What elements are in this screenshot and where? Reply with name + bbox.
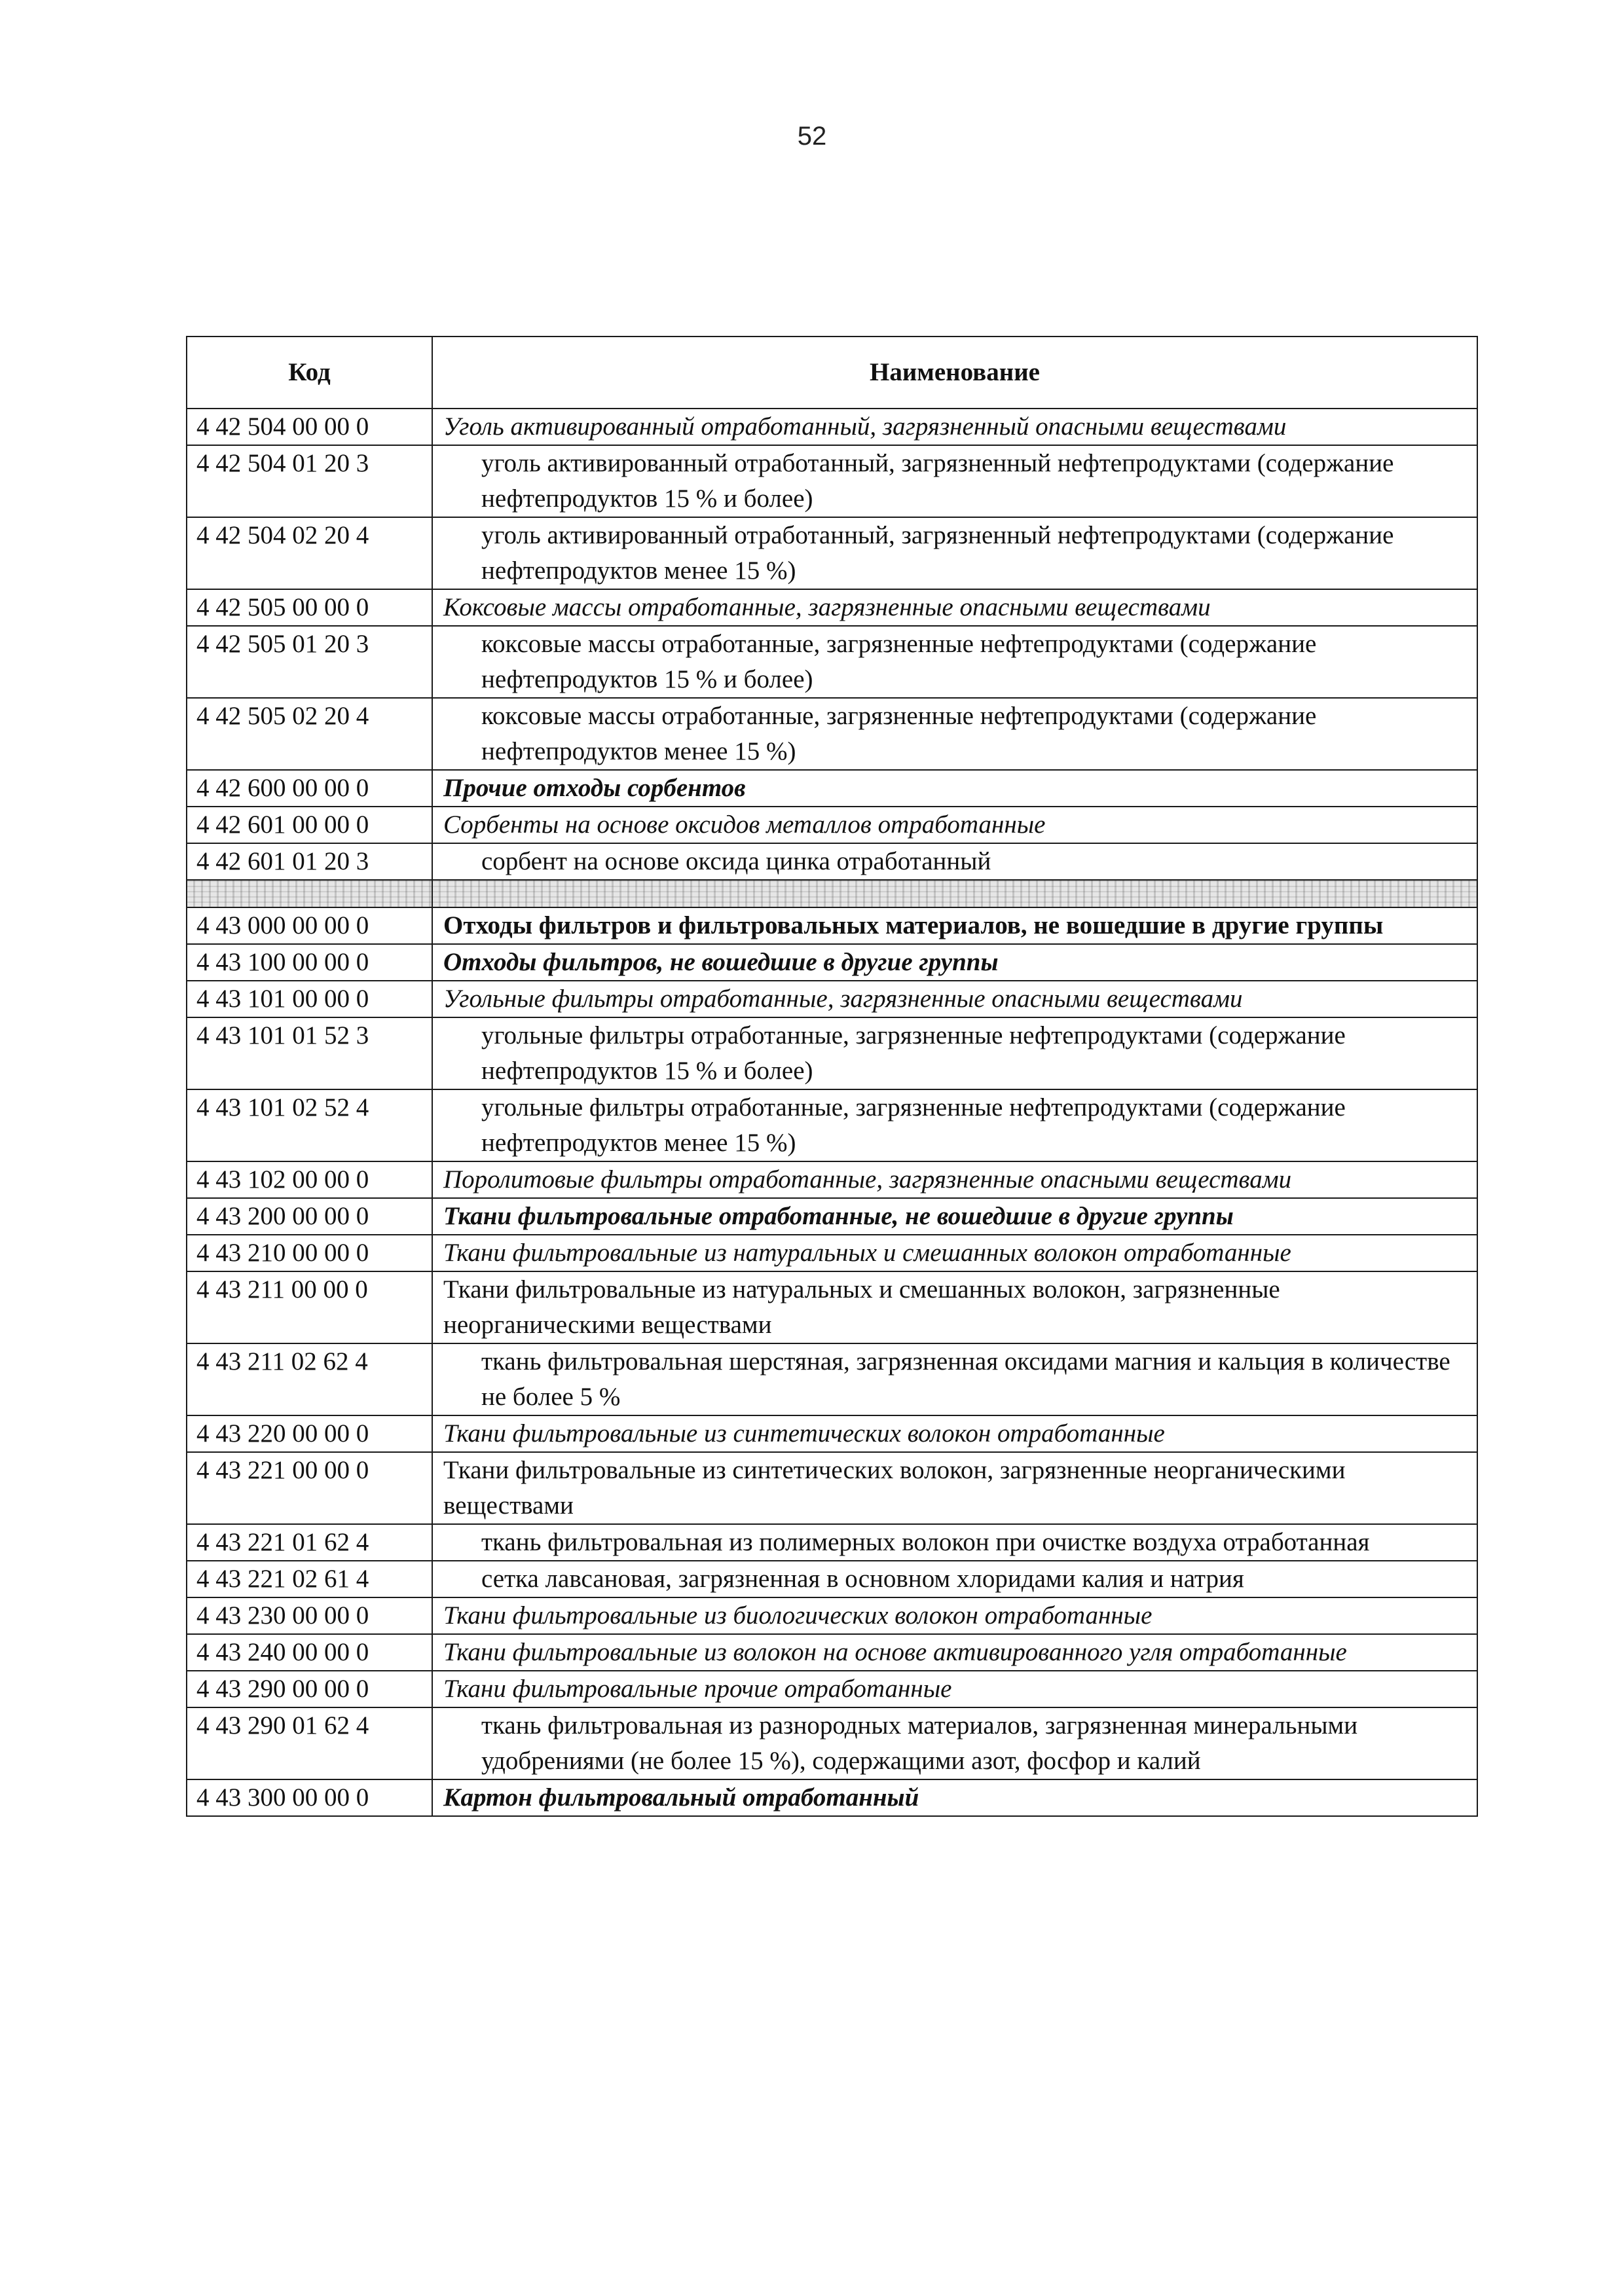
waste-name-cell: Ткани фильтровальные из синтетических волокон, загрязненные неорганическими веществами xyxy=(432,1452,1477,1524)
waste-code-cell: 4 43 101 01 52 3 xyxy=(187,1017,432,1089)
table-row xyxy=(187,981,1477,1017)
waste-code-cell: 4 43 102 00 00 0 xyxy=(187,1161,432,1198)
waste-code-cell: 4 42 601 01 20 3 xyxy=(187,843,432,880)
table-row xyxy=(187,1089,1477,1161)
waste-name-cell: Уголь активированный отработанный, загрязненный опасными веществами xyxy=(432,409,1477,445)
waste-code-cell: 4 42 505 00 00 0 xyxy=(187,589,432,626)
waste-name-cell: сетка лавсановая, загрязненная в основном хлоридами калия и натрия xyxy=(432,1561,1477,1597)
waste-code-cell: 4 43 290 01 62 4 xyxy=(187,1707,432,1779)
waste-name-cell: уголь активированный отработанный, загрязненный нефтепродуктами (содержание нефтепродуктов менее 15 %) xyxy=(432,517,1477,589)
table-row xyxy=(187,1415,1477,1452)
waste-name-cell xyxy=(432,880,1477,907)
waste-name-cell: Отходы фильтров, не вошедшие в другие группы xyxy=(432,944,1477,981)
table-row xyxy=(187,1597,1477,1634)
waste-name-cell: коксовые массы отработанные, загрязненные нефтепродуктами (содержание нефтепродуктов 15 % и более) xyxy=(432,626,1477,698)
waste-name-cell: угольные фильтры отработанные, загрязненные нефтепродуктами (содержание нефтепродуктов 15 % и более) xyxy=(432,1017,1477,1089)
waste-code-cell: 4 42 601 00 00 0 xyxy=(187,807,432,843)
table-row xyxy=(187,1017,1477,1089)
waste-name-cell: Поролитовые фильтры отработанные, загрязненные опасными веществами xyxy=(432,1161,1477,1198)
waste-code-cell: 4 43 101 02 52 4 xyxy=(187,1089,432,1161)
waste-name-cell: коксовые массы отработанные, загрязненные нефтепродуктами (содержание нефтепродуктов менее 15 %) xyxy=(432,698,1477,770)
waste-name-cell: Ткани фильтровальные из натуральных и смешанных волокон отработанные xyxy=(432,1235,1477,1271)
waste-code-cell: 4 43 290 00 00 0 xyxy=(187,1671,432,1707)
waste-code-cell: 4 42 504 00 00 0 xyxy=(187,409,432,445)
waste-name-cell: Ткани фильтровальные из биологических волокон отработанные xyxy=(432,1597,1477,1634)
column-header-name: Наименование xyxy=(432,337,1477,409)
waste-name-cell: угольные фильтры отработанные, загрязненные нефтепродуктами (содержание нефтепродуктов менее 15 %) xyxy=(432,1089,1477,1161)
waste-code-cell: 4 43 240 00 00 0 xyxy=(187,1634,432,1671)
table-row xyxy=(187,1452,1477,1524)
waste-name-cell: уголь активированный отработанный, загрязненный нефтепродуктами (содержание нефтепродуктов 15 % и более) xyxy=(432,445,1477,517)
waste-name-cell: ткань фильтровальная из разнородных материалов, загрязненная минеральными удобрениями (не более 15 %), содержащими азот, фосфор и калий xyxy=(432,1707,1477,1779)
table-row xyxy=(187,770,1477,807)
table-row xyxy=(187,1634,1477,1671)
table-row xyxy=(187,409,1477,445)
table-row xyxy=(187,1161,1477,1198)
waste-code-cell: 4 42 505 01 20 3 xyxy=(187,626,432,698)
waste-name-cell: Угольные фильтры отработанные, загрязненные опасными веществами xyxy=(432,981,1477,1017)
waste-code-cell: 4 43 200 00 00 0 xyxy=(187,1198,432,1235)
page-number: 52 xyxy=(797,122,827,151)
table-row xyxy=(187,626,1477,698)
waste-name-cell: Ткани фильтровальные из синтетических волокон отработанные xyxy=(432,1415,1477,1452)
table-row xyxy=(187,1343,1477,1415)
waste-name-cell: Ткани фильтровальные прочие отработанные xyxy=(432,1671,1477,1707)
waste-code-cell: 4 43 211 00 00 0 xyxy=(187,1271,432,1343)
waste-code-cell: 4 43 221 01 62 4 xyxy=(187,1524,432,1561)
table-row xyxy=(187,907,1477,944)
waste-name-cell: Отходы фильтров и фильтровальных материалов, не вошедшие в другие группы xyxy=(432,907,1477,944)
table-row xyxy=(187,1271,1477,1343)
waste-name-cell: Коксовые массы отработанные, загрязненные опасными веществами xyxy=(432,589,1477,626)
scan-artifact-row xyxy=(187,880,1477,907)
column-header-code: Код xyxy=(187,337,432,409)
waste-code-cell: 4 42 504 01 20 3 xyxy=(187,445,432,517)
waste-code-cell: 4 43 101 00 00 0 xyxy=(187,981,432,1017)
table-row xyxy=(187,807,1477,843)
waste-code-cell: 4 43 000 00 00 0 xyxy=(187,907,432,944)
waste-code-cell: 4 43 230 00 00 0 xyxy=(187,1597,432,1634)
table-row xyxy=(187,1198,1477,1235)
table-row xyxy=(187,1707,1477,1779)
table-row xyxy=(187,517,1477,589)
waste-name-cell: ткань фильтровальная шерстяная, загрязненная оксидами магния и кальция в количестве не более 5 % xyxy=(432,1343,1477,1415)
table-header-row xyxy=(187,337,1477,409)
waste-code-cell: 4 43 211 02 62 4 xyxy=(187,1343,432,1415)
waste-code-cell xyxy=(187,880,432,907)
waste-code-cell: 4 42 505 02 20 4 xyxy=(187,698,432,770)
waste-code-cell: 4 43 210 00 00 0 xyxy=(187,1235,432,1271)
waste-name-cell: Картон фильтровальный отработанный xyxy=(432,1779,1477,1816)
waste-code-cell: 4 42 504 02 20 4 xyxy=(187,517,432,589)
table-row xyxy=(187,698,1477,770)
table-row xyxy=(187,1524,1477,1561)
waste-name-cell: сорбент на основе оксида цинка отработанный xyxy=(432,843,1477,880)
table-row xyxy=(187,1561,1477,1597)
waste-name-cell: Ткани фильтровальные отработанные, не вошедшие в другие группы xyxy=(432,1198,1477,1235)
table-row xyxy=(187,1671,1477,1707)
waste-name-cell: Ткани фильтровальные из волокон на основе активированного угля отработанные xyxy=(432,1634,1477,1671)
waste-code-cell: 4 43 221 00 00 0 xyxy=(187,1452,432,1524)
table-row xyxy=(187,944,1477,981)
waste-code-cell: 4 42 600 00 00 0 xyxy=(187,770,432,807)
table-row xyxy=(187,589,1477,626)
table-row xyxy=(187,445,1477,517)
table-row xyxy=(187,1235,1477,1271)
table-row xyxy=(187,843,1477,880)
waste-name-cell: Ткани фильтровальные из натуральных и смешанных волокон, загрязненные неорганическими веществами xyxy=(432,1271,1477,1343)
waste-name-cell: ткань фильтровальная из полимерных волокон при очистке воздуха отработанная xyxy=(432,1524,1477,1561)
table-row xyxy=(187,1779,1477,1816)
waste-name-cell: Сорбенты на основе оксидов металлов отработанные xyxy=(432,807,1477,843)
waste-code-cell: 4 43 300 00 00 0 xyxy=(187,1779,432,1816)
table-body xyxy=(187,409,1477,1816)
waste-code-cell: 4 43 221 02 61 4 xyxy=(187,1561,432,1597)
waste-classification-table xyxy=(186,336,1478,1817)
waste-code-cell: 4 43 100 00 00 0 xyxy=(187,944,432,981)
waste-name-cell: Прочие отходы сорбентов xyxy=(432,770,1477,807)
waste-code-cell: 4 43 220 00 00 0 xyxy=(187,1415,432,1452)
